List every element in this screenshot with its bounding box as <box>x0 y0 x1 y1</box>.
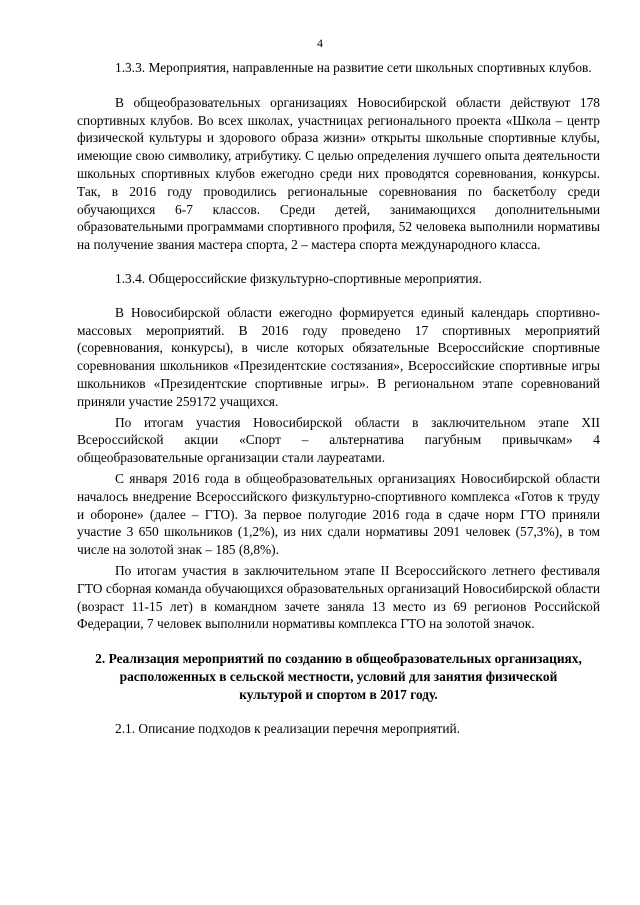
section-2-title: 2. Реализация мероприятий по созданию в общеобразовательных организациях, расположенных в сельской местности, условий для занятия физической культурой и спортом в 2017 году. <box>95 651 582 703</box>
paragraph-gto-festival: По итогам участия в заключительном этапе II Всероссийского летнего фестиваля ГТО сборная команда обучающихся образовательных организаций Новосибирской области (возраст 11-15 лет) в командном зачете заняла 13 место из 69 регионов Российской Федерации, 7 человек выполнили нормативы комплекса ГТО на золотой значок. <box>77 562 600 632</box>
paragraph-gto-introduction: С января 2016 года в общеобразовательных организациях Новосибирской области началось внедрение Всероссийского физкультурно-спортивного комплекса «Готов к труду и обороне» (далее – ГТО). За первое полугодие 2016 года в сдаче норм ГТО приняли участие 3 650 школьников (1,2%), из них сдали нормативы 2091 человек (57,3%), в том числе на золотой знак – 185 (8,8%). <box>77 470 600 558</box>
subsection-heading-1-3-4: 1.3.4. Общероссийские физкультурно-спортивные мероприятия. <box>115 270 482 286</box>
paragraph-sport-alternative-action: По итогам участия Новосибирской области в заключительном этапе XII Всероссийской акции «Спорт – альтернатива пагубным привычкам» 4 общеобразовательные организации стали лауреатами. <box>77 414 600 466</box>
page-number: 4 <box>317 36 323 50</box>
subsection-heading-1-3-3: 1.3.3. Мероприятия, направленные на развитие сети школьных спортивных клубов. <box>115 60 592 75</box>
subsection-heading-2-1: 2.1. Описание подходов к реализации перечня мероприятий. <box>115 721 461 737</box>
document-body <box>77 59 600 738</box>
paragraph-sports-calendar: В Новосибирской области ежегодно формируется единый календарь спортивно-массовых мероприятий. В 2016 году проведено 17 спортивных мероприятий (соревнования, конкурсы), в числе которых обязательные Всероссийские спортивные соревнования школьников «Президентские состязания», Всероссийские спортивные игры школьников «Президентские спортивные игры». В региональном этапе соревнований приняли участие 259172 учащихся. <box>77 304 600 409</box>
paragraph-school-sports-clubs: В общеобразовательных организациях Новосибирской области действуют 178 спортивных клубов. Во всех школах, участницах регионального проекта «Школа – центр физической культуры и здорового образа жизни» открыты школьные спортивные клубы, имеющие свою символику, атрибутику. С целью определения лучшего опыта деятельности школьных спортивных клубов ежегодно среди них проводятся соревнования, конкурсы. Так, в 2016 году проводились региональные соревнования по баскетболу среди обучающихся 6-7 классов. Среди детей, занимающихся дополнительными образовательными программами спортивного профиля, 52 человека выполнили нормативы на получение звания мастера спорта, 2 – мастера спорта международного класса. <box>77 94 600 253</box>
